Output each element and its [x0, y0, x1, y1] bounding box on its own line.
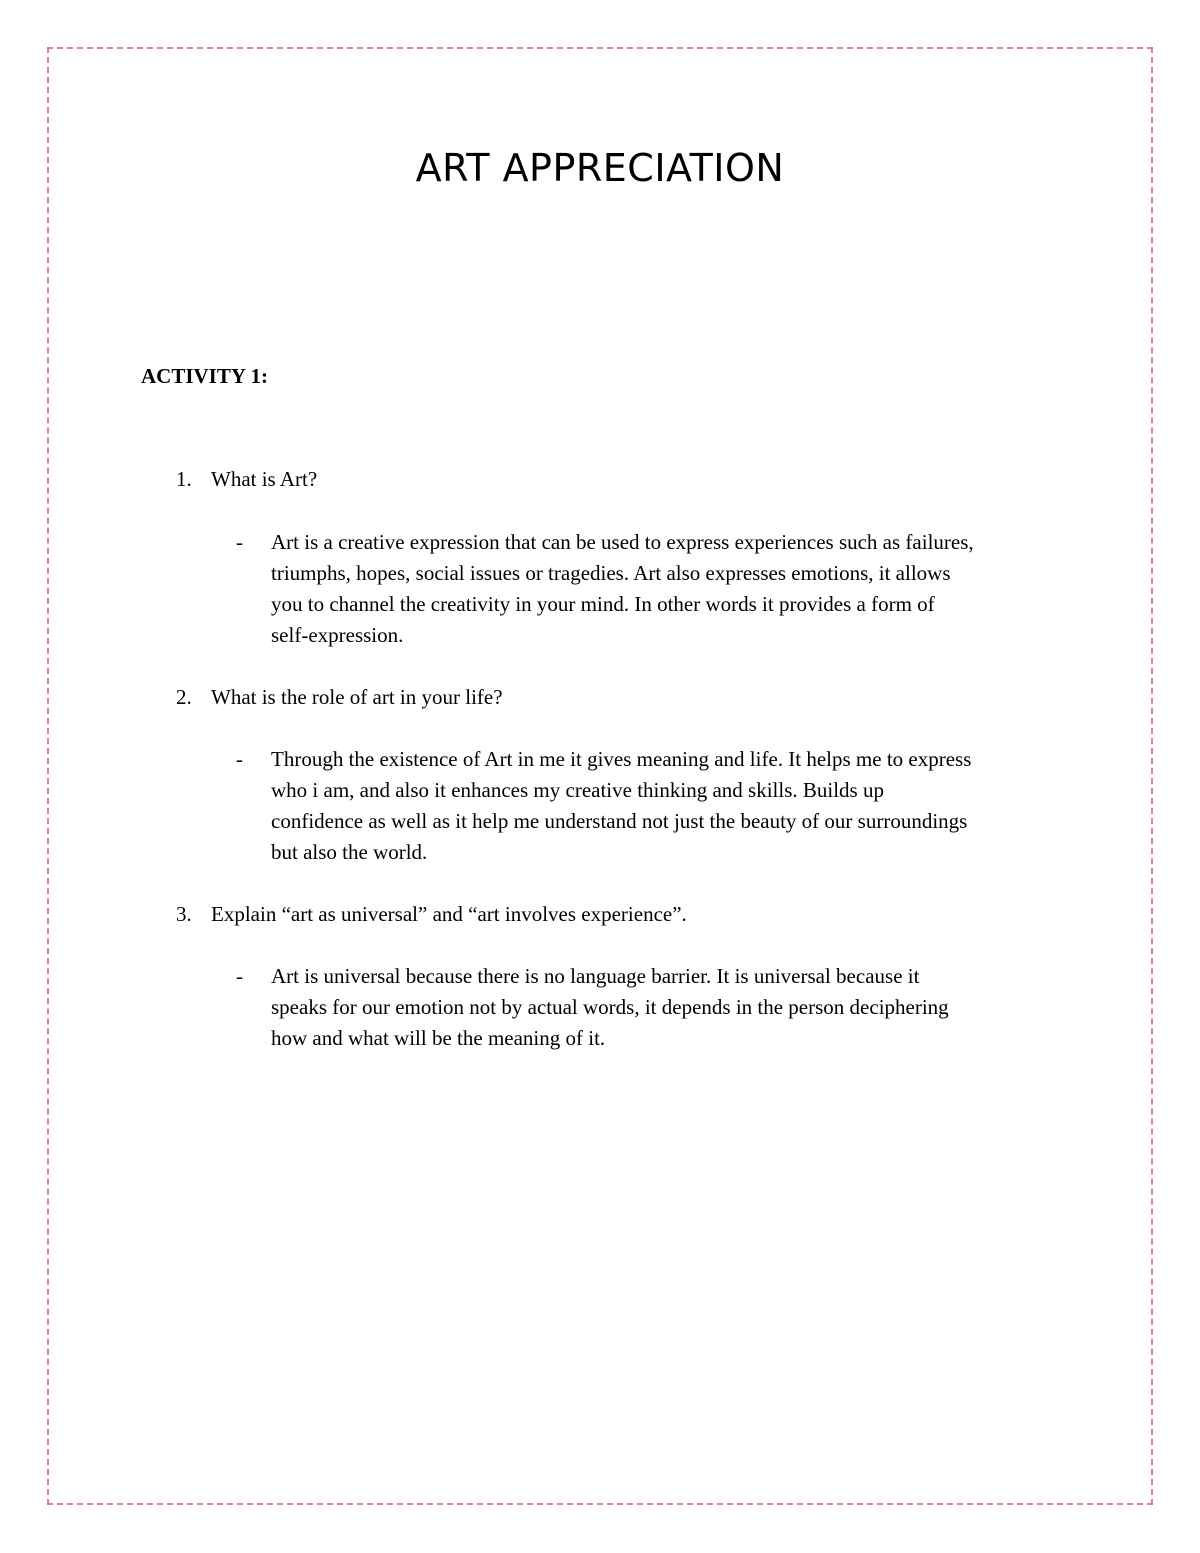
question-number: 1. — [176, 467, 192, 491]
answer-line: Art is universal because there is no language barrier. It is universal because it — [271, 964, 920, 988]
answer-3 — [236, 961, 1036, 1054]
question-1 — [176, 464, 317, 495]
answer-line: but also the world. — [271, 840, 428, 864]
answer-line: you to channel the creativity in your mind. In other words it provides a form of — [271, 592, 935, 616]
answer-line: how and what will be the meaning of it. — [271, 1026, 606, 1050]
answer-line: speaks for our emotion not by actual words, it depends in the person deciphering — [271, 995, 949, 1019]
question-number: 2. — [176, 685, 192, 709]
question-text: Explain “art as universal” and “art involves experience”. — [211, 902, 687, 926]
answer-line: triumphs, hopes, social issues or tragedies. Art also expresses emotions, it allows — [271, 561, 951, 585]
question-number: 3. — [176, 902, 192, 926]
question-text: What is the role of art in your life? — [211, 685, 503, 709]
bullet-dash: - — [236, 747, 243, 771]
question-text: What is Art? — [211, 467, 318, 491]
activity-label: ACTIVITY 1: — [141, 364, 268, 388]
answer-2 — [236, 744, 1036, 868]
answer-line: self-expression. — [271, 623, 404, 647]
answer-line: who i am, and also it enhances my creative thinking and skills. Builds up — [271, 778, 884, 802]
question-3 — [176, 899, 687, 930]
bullet-dash: - — [236, 964, 243, 988]
answer-1 — [236, 527, 1036, 651]
answer-line: Through the existence of Art in me it gives meaning and life. It helps me to express — [271, 747, 972, 771]
document-title: ART APPRECIATION — [415, 146, 785, 190]
answer-line: confidence as well as it help me understand not just the beauty of our surroundings — [271, 809, 968, 833]
answer-line: Art is a creative expression that can be used to express experiences such as failures, — [271, 530, 974, 554]
question-2 — [176, 682, 503, 713]
bullet-dash: - — [236, 530, 243, 554]
